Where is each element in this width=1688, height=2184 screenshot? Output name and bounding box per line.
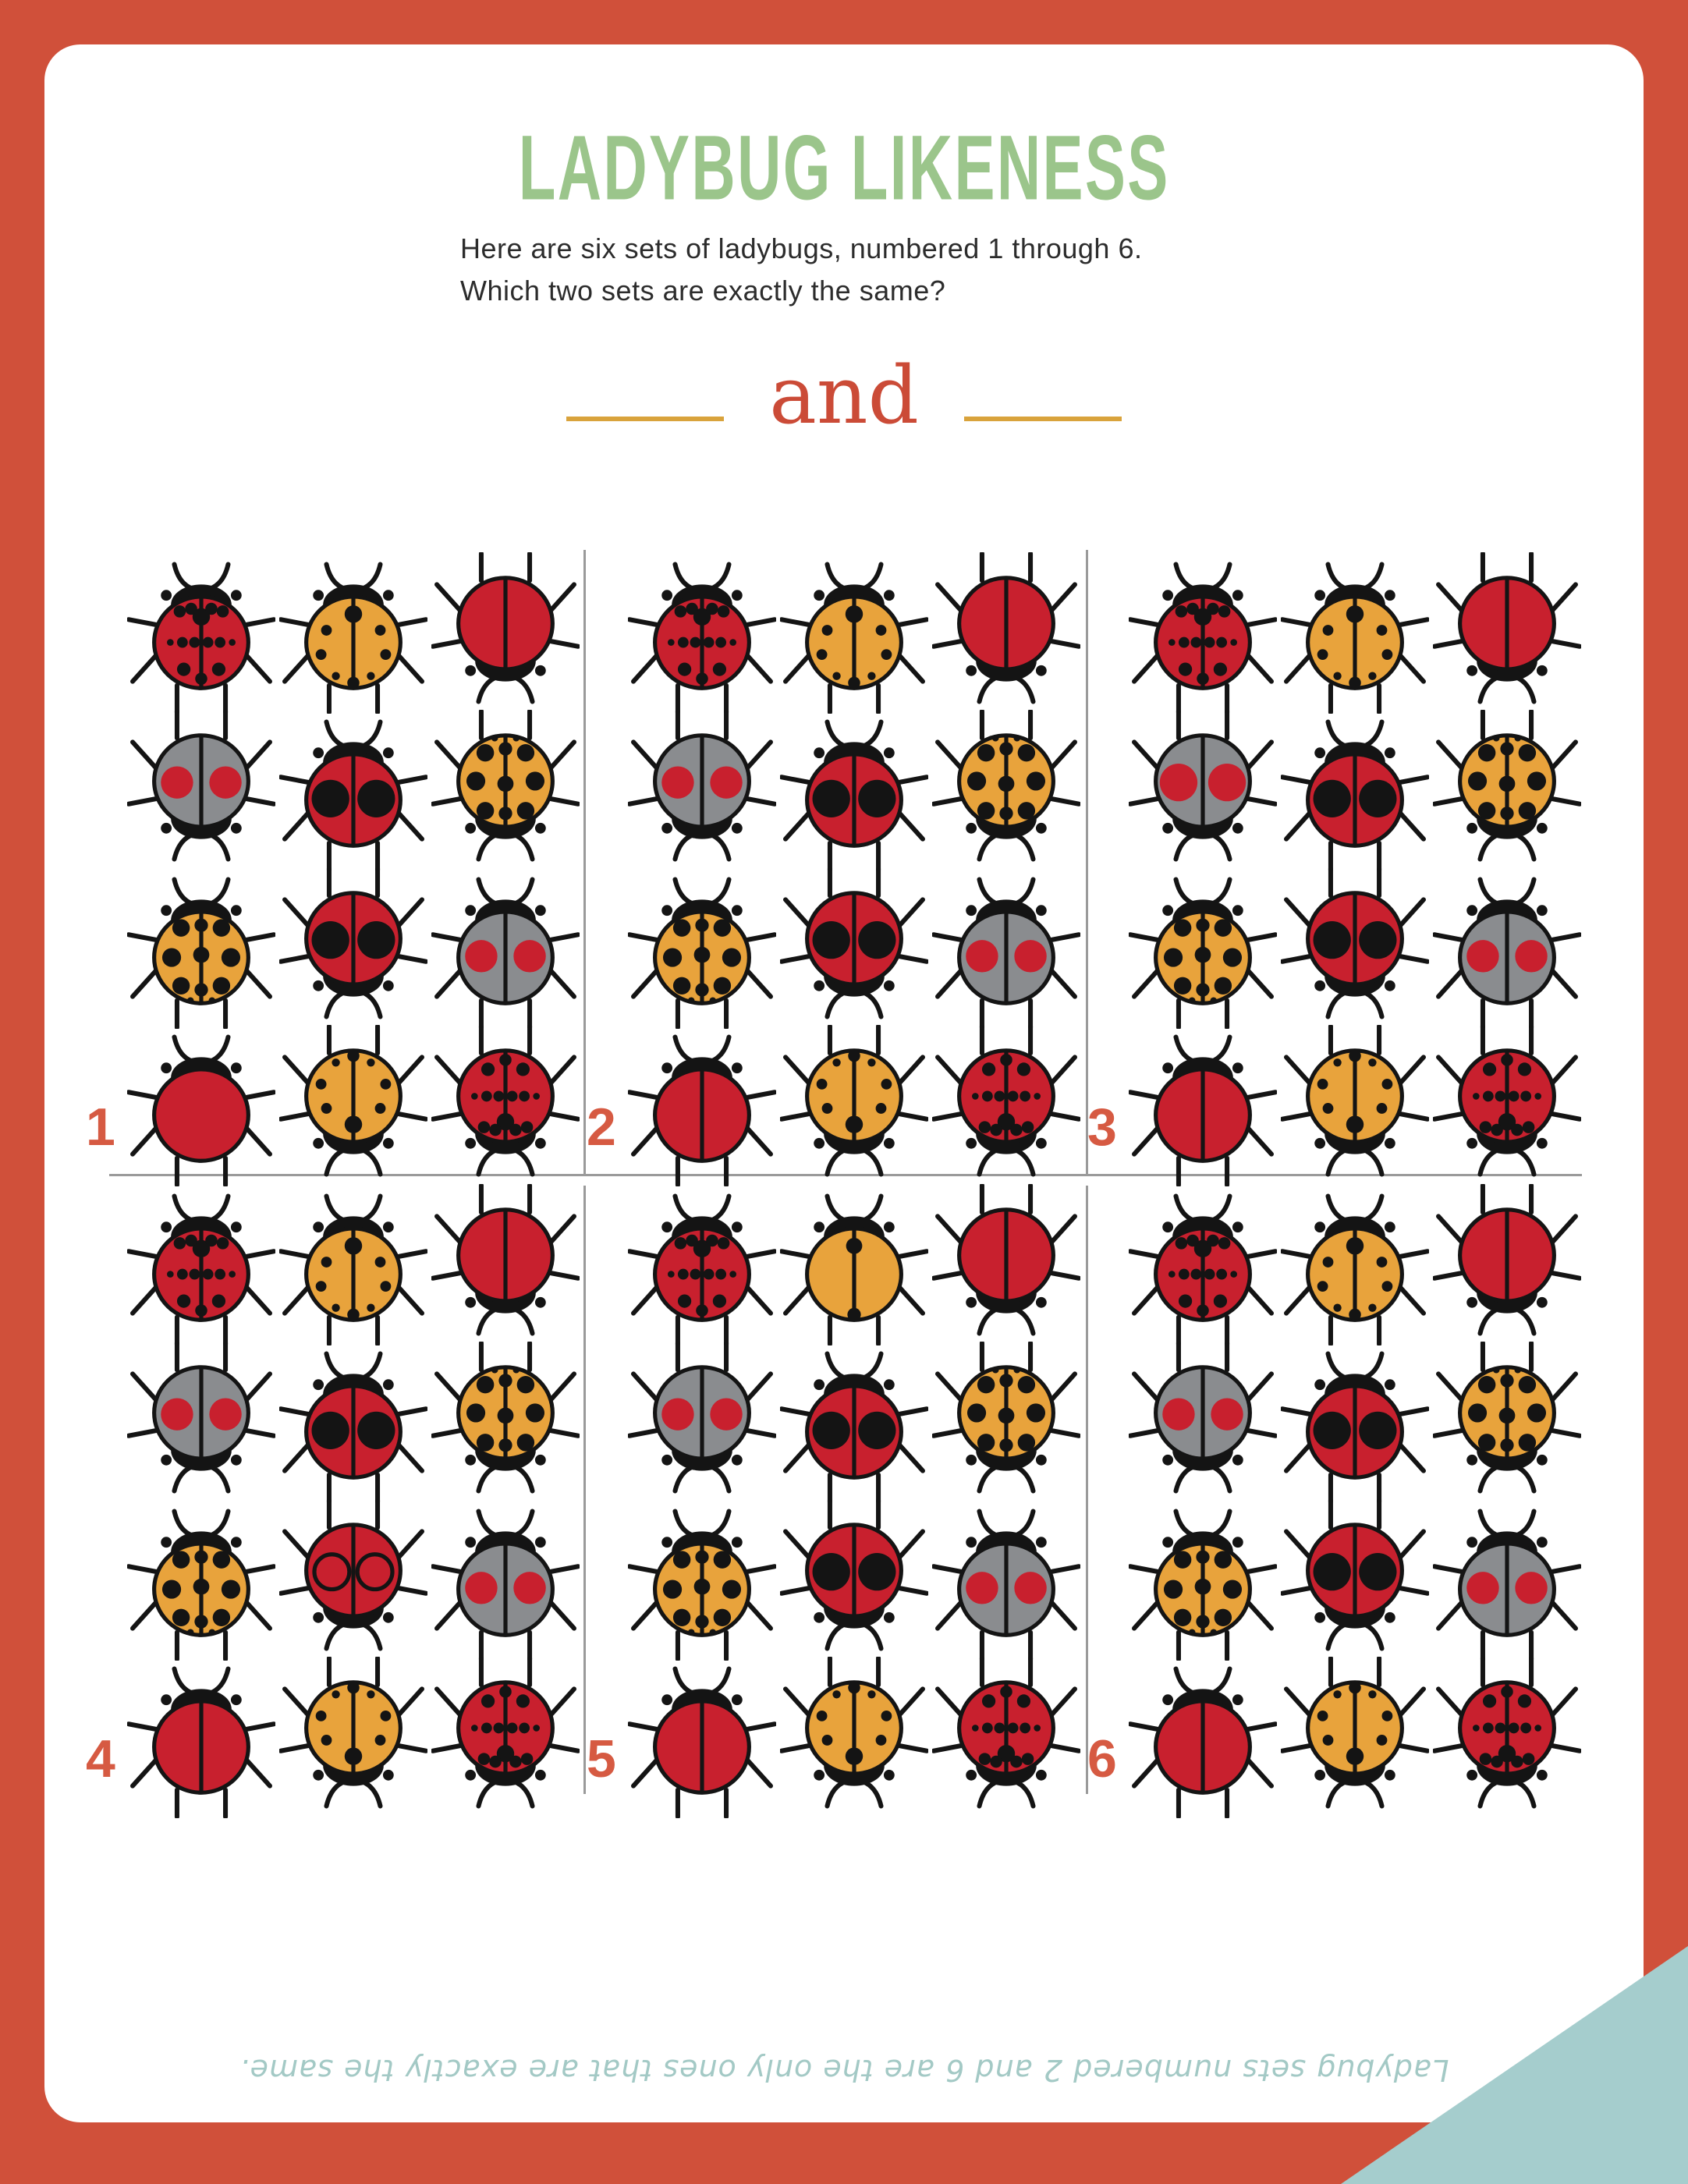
ladybug-set5-r1c3-redPlainDown — [930, 1186, 1082, 1343]
ladybug-set6-r1c3-redPlainDown — [1431, 1186, 1583, 1343]
ladybug-set5-r1c2-orangePlainUp — [778, 1186, 930, 1343]
ladybug-set6-r2c2-redTwoUp — [1278, 1343, 1431, 1501]
ladybug-set4-r4c3-redManyDown — [429, 1658, 581, 1816]
ladybug-set4-r3c3-grayRedUp — [429, 1501, 581, 1658]
ladybug-set1-r2c1-grayRedDown — [125, 711, 277, 869]
set-number-4: 4 — [86, 1729, 115, 1789]
instructions — [460, 228, 1142, 312]
ladybug-grid-1 — [125, 554, 581, 1184]
ladybug-set5-r4c3-redManyDown — [930, 1658, 1082, 1816]
ladybug-set6-r4c3-redManyDown — [1431, 1658, 1583, 1816]
instructions-line-2: Which two sets are exactly the same? — [460, 275, 946, 307]
ladybug-set-5 — [587, 1186, 1086, 1816]
ladybug-set5-r1c1-redMany — [626, 1186, 778, 1343]
set-number-1: 1 — [86, 1097, 115, 1157]
ladybug-set6-r4c2-orangeRingDown — [1278, 1658, 1431, 1816]
ladybug-set1-r1c2-orangeRing — [277, 554, 429, 711]
set-number-3: 3 — [1087, 1097, 1117, 1157]
ladybug-set2-r1c1-redMany — [626, 554, 778, 711]
ladybug-set6-r3c1-orangeManyUp — [1126, 1501, 1278, 1658]
ladybug-set5-r3c2-redTwoDown — [778, 1501, 930, 1658]
ladybug-set5-r3c1-orangeManyUp — [626, 1501, 778, 1658]
ladybug-set3-r1c3-redPlainDown — [1431, 554, 1583, 711]
ladybug-set4-r3c2-redRingsDown — [277, 1501, 429, 1658]
ladybug-set1-r4c2-orangeRingDown — [277, 1026, 429, 1184]
page-title — [0, 115, 1688, 220]
set-number-6: 6 — [1087, 1729, 1117, 1789]
ladybug-set4-r3c1-orangeManyUp — [125, 1501, 277, 1658]
ladybug-set-3 — [1087, 554, 1587, 1184]
ladybug-set2-r3c3-grayRedUp — [930, 869, 1082, 1026]
ladybug-grid-4 — [125, 1186, 581, 1816]
answer-blank-2[interactable] — [964, 417, 1122, 421]
ladybug-set1-r3c2-redTwoDown — [277, 869, 429, 1026]
ladybug-set5-r4c1-redPlainUp — [626, 1658, 778, 1816]
ladybug-set6-r3c2-redTwoDown — [1278, 1501, 1431, 1658]
ladybug-set4-r2c2-redTwoUp — [277, 1343, 429, 1501]
ladybug-set-1 — [86, 554, 585, 1184]
ladybug-set4-r4c2-orangeRingDown — [277, 1658, 429, 1816]
ladybug-set2-r1c2-orangeRing — [778, 554, 930, 711]
ladybug-set4-r2c1-grayRedDown — [125, 1343, 277, 1501]
ladybug-set1-r2c2-redTwoUp — [277, 711, 429, 869]
ladybug-grid-5 — [626, 1186, 1082, 1816]
ladybug-set-2 — [587, 554, 1086, 1184]
ladybug-set6-r1c2-orangeRing — [1278, 1186, 1431, 1343]
ladybug-grid-6 — [1126, 1186, 1583, 1816]
ladybug-set6-r3c3-grayRedUp — [1431, 1501, 1583, 1658]
ladybug-set1-r1c1-redMany — [125, 554, 277, 711]
upside-down-answer-text: Ladybug sets numbered 2 and 6 are the only ones that are exactly the same. — [239, 2053, 1449, 2087]
ladybug-set2-r3c1-orangeManyUp — [626, 869, 778, 1026]
ladybug-set5-r2c1-grayRedDown — [626, 1343, 778, 1501]
answer-row — [0, 343, 1688, 443]
ladybug-set5-r2c3-orangeManyDown — [930, 1343, 1082, 1501]
ladybug-grid-3 — [1126, 554, 1583, 1184]
ladybug-set2-r2c3-orangeManyDown — [930, 711, 1082, 869]
ladybug-set2-r4c2-orangeRingDown — [778, 1026, 930, 1184]
ladybug-set2-r2c2-redTwoUp — [778, 711, 930, 869]
set-number-5: 5 — [587, 1729, 616, 1789]
ladybug-set3-r2c2-redTwoUp — [1278, 711, 1431, 869]
ladybug-set3-r3c2-redTwoDown — [1278, 869, 1431, 1026]
ladybug-set1-r2c3-orangeManyDown — [429, 711, 581, 869]
ladybug-set4-r1c1-redMany — [125, 1186, 277, 1343]
page-title-text: LADYBUG LIKENESS — [518, 116, 1170, 220]
ladybug-set4-r1c2-orangeRing — [277, 1186, 429, 1343]
ladybug-set4-r2c3-orangeManyDown — [429, 1343, 581, 1501]
ladybug-set3-r2c3-orangeManyDown — [1431, 711, 1583, 869]
ladybug-grid-2 — [626, 554, 1082, 1184]
ladybug-set3-r2c1-grayRedDownLarge — [1126, 711, 1278, 869]
ladybug-set3-r4c2-orangeRingDown — [1278, 1026, 1431, 1184]
ladybug-set5-r4c2-orangeRingDown — [778, 1658, 930, 1816]
ladybug-set6-r1c1-redMany — [1126, 1186, 1278, 1343]
ladybug-set3-r1c1-redMany — [1126, 554, 1278, 711]
ladybug-set1-r4c1-redPlainUpNoLine — [125, 1026, 277, 1184]
ladybug-set4-r4c1-redPlainUp — [125, 1658, 277, 1816]
ladybug-set1-r3c1-orangeManyUp — [125, 869, 277, 1026]
ladybug-set5-r3c3-grayRedUp — [930, 1501, 1082, 1658]
ladybug-set3-r3c3-grayRedUp — [1431, 869, 1583, 1026]
ladybug-set2-r4c1-redPlainUp — [626, 1026, 778, 1184]
ladybug-set1-r1c3-redPlainDown — [429, 554, 581, 711]
ladybug-set-6 — [1087, 1186, 1587, 1816]
ladybug-set1-r4c3-redManyDown — [429, 1026, 581, 1184]
answer-blank-1[interactable] — [566, 417, 724, 421]
ladybug-set3-r4c3-redManyDown — [1431, 1026, 1583, 1184]
ladybug-set6-r2c3-orangeManyDown — [1431, 1343, 1583, 1501]
ladybug-set3-r3c1-orangeManyUp — [1126, 869, 1278, 1026]
ladybug-set1-r3c3-grayRedUp — [429, 869, 581, 1026]
ladybug-set3-r4c1-redPlainUp — [1126, 1026, 1278, 1184]
and-label: and — [769, 349, 919, 443]
set-number-2: 2 — [587, 1097, 616, 1157]
ladybug-set2-r4c3-redManyDown — [930, 1026, 1082, 1184]
ladybug-set4-r1c3-redPlainDown — [429, 1186, 581, 1343]
ladybug-set3-r1c2-orangeRing — [1278, 554, 1431, 711]
ladybug-set-4 — [86, 1186, 585, 1816]
ladybug-set2-r2c1-grayRedDown — [626, 711, 778, 869]
ladybug-set5-r2c2-redTwoUp — [778, 1343, 930, 1501]
ladybug-set2-r1c3-redPlainDown — [930, 554, 1082, 711]
ladybug-set2-r3c2-redTwoDown — [778, 869, 930, 1026]
ladybug-set6-r2c1-grayRedDown — [1126, 1343, 1278, 1501]
instructions-line-1: Here are six sets of ladybugs, numbered 1 through 6. — [460, 232, 1143, 264]
ladybug-set6-r4c1-redPlainUp — [1126, 1658, 1278, 1816]
